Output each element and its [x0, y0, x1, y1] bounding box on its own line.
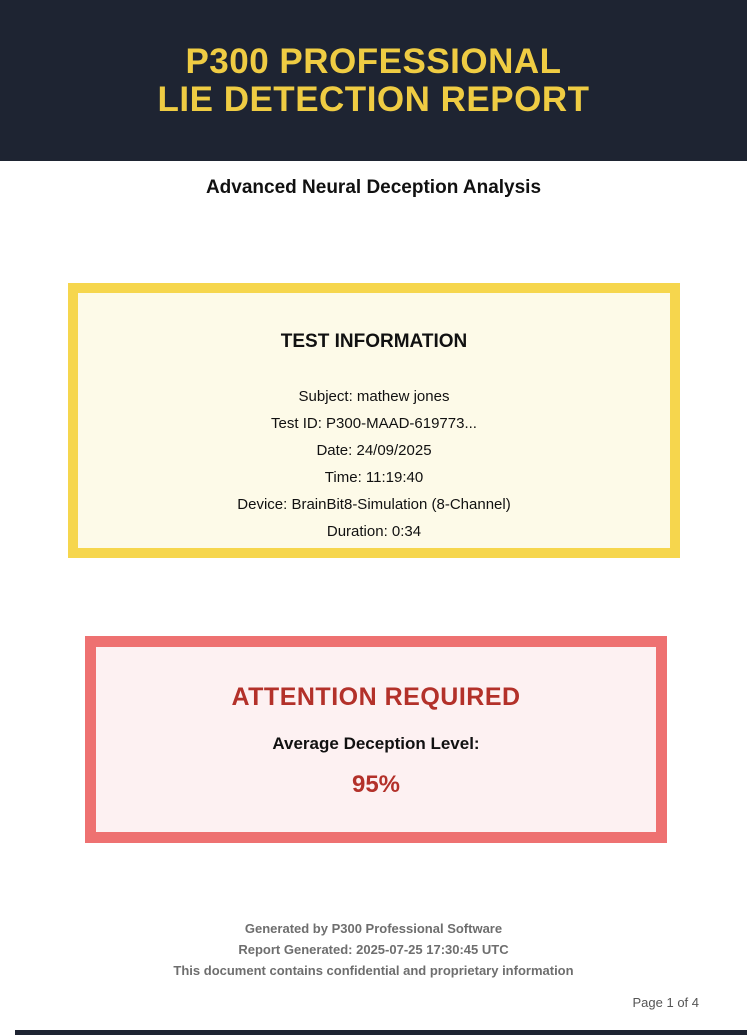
- deception-level-label: Average Deception Level:: [272, 734, 480, 753]
- test-info-date: Date: 24/09/2025: [316, 442, 432, 459]
- report-footer: [0, 918, 747, 981]
- deception-level-value: 95%: [351, 771, 401, 798]
- page-indicator: Page 1 of 4: [632, 995, 699, 1010]
- report-title-line2: LIE DETECTION REPORT: [157, 79, 590, 119]
- footer-generated-by: Generated by P300 Professional Software: [244, 921, 503, 936]
- report-title-line1: P300 PROFESSIONAL: [185, 41, 562, 81]
- test-information-lines: [78, 383, 670, 545]
- test-information-title: TEST INFORMATION: [280, 331, 468, 352]
- report-title: [158, 43, 590, 119]
- report-header: [0, 0, 747, 161]
- test-info-time: Time: 11:19:40: [324, 469, 424, 486]
- test-information-card: [68, 283, 680, 558]
- test-info-duration: Duration: 0:34: [326, 523, 422, 540]
- test-info-test-id: Test ID: P300-MAAD-619773...: [271, 415, 477, 432]
- footer-confidential-notice: This document contains confidential and proprietary information: [173, 963, 574, 978]
- footer-report-generated: Report Generated: 2025-07-25 17:30:45 UTC: [238, 942, 509, 957]
- test-info-subject: Subject: mathew jones: [298, 388, 450, 405]
- next-page-header-edge: [15, 1030, 747, 1035]
- report-subtitle: Advanced Neural Deception Analysis: [205, 177, 542, 198]
- attention-required-title: ATTENTION REQUIRED: [231, 683, 521, 711]
- test-info-device: Device: BrainBit8-Simulation (8-Channel): [237, 496, 511, 513]
- attention-required-card: [85, 636, 667, 843]
